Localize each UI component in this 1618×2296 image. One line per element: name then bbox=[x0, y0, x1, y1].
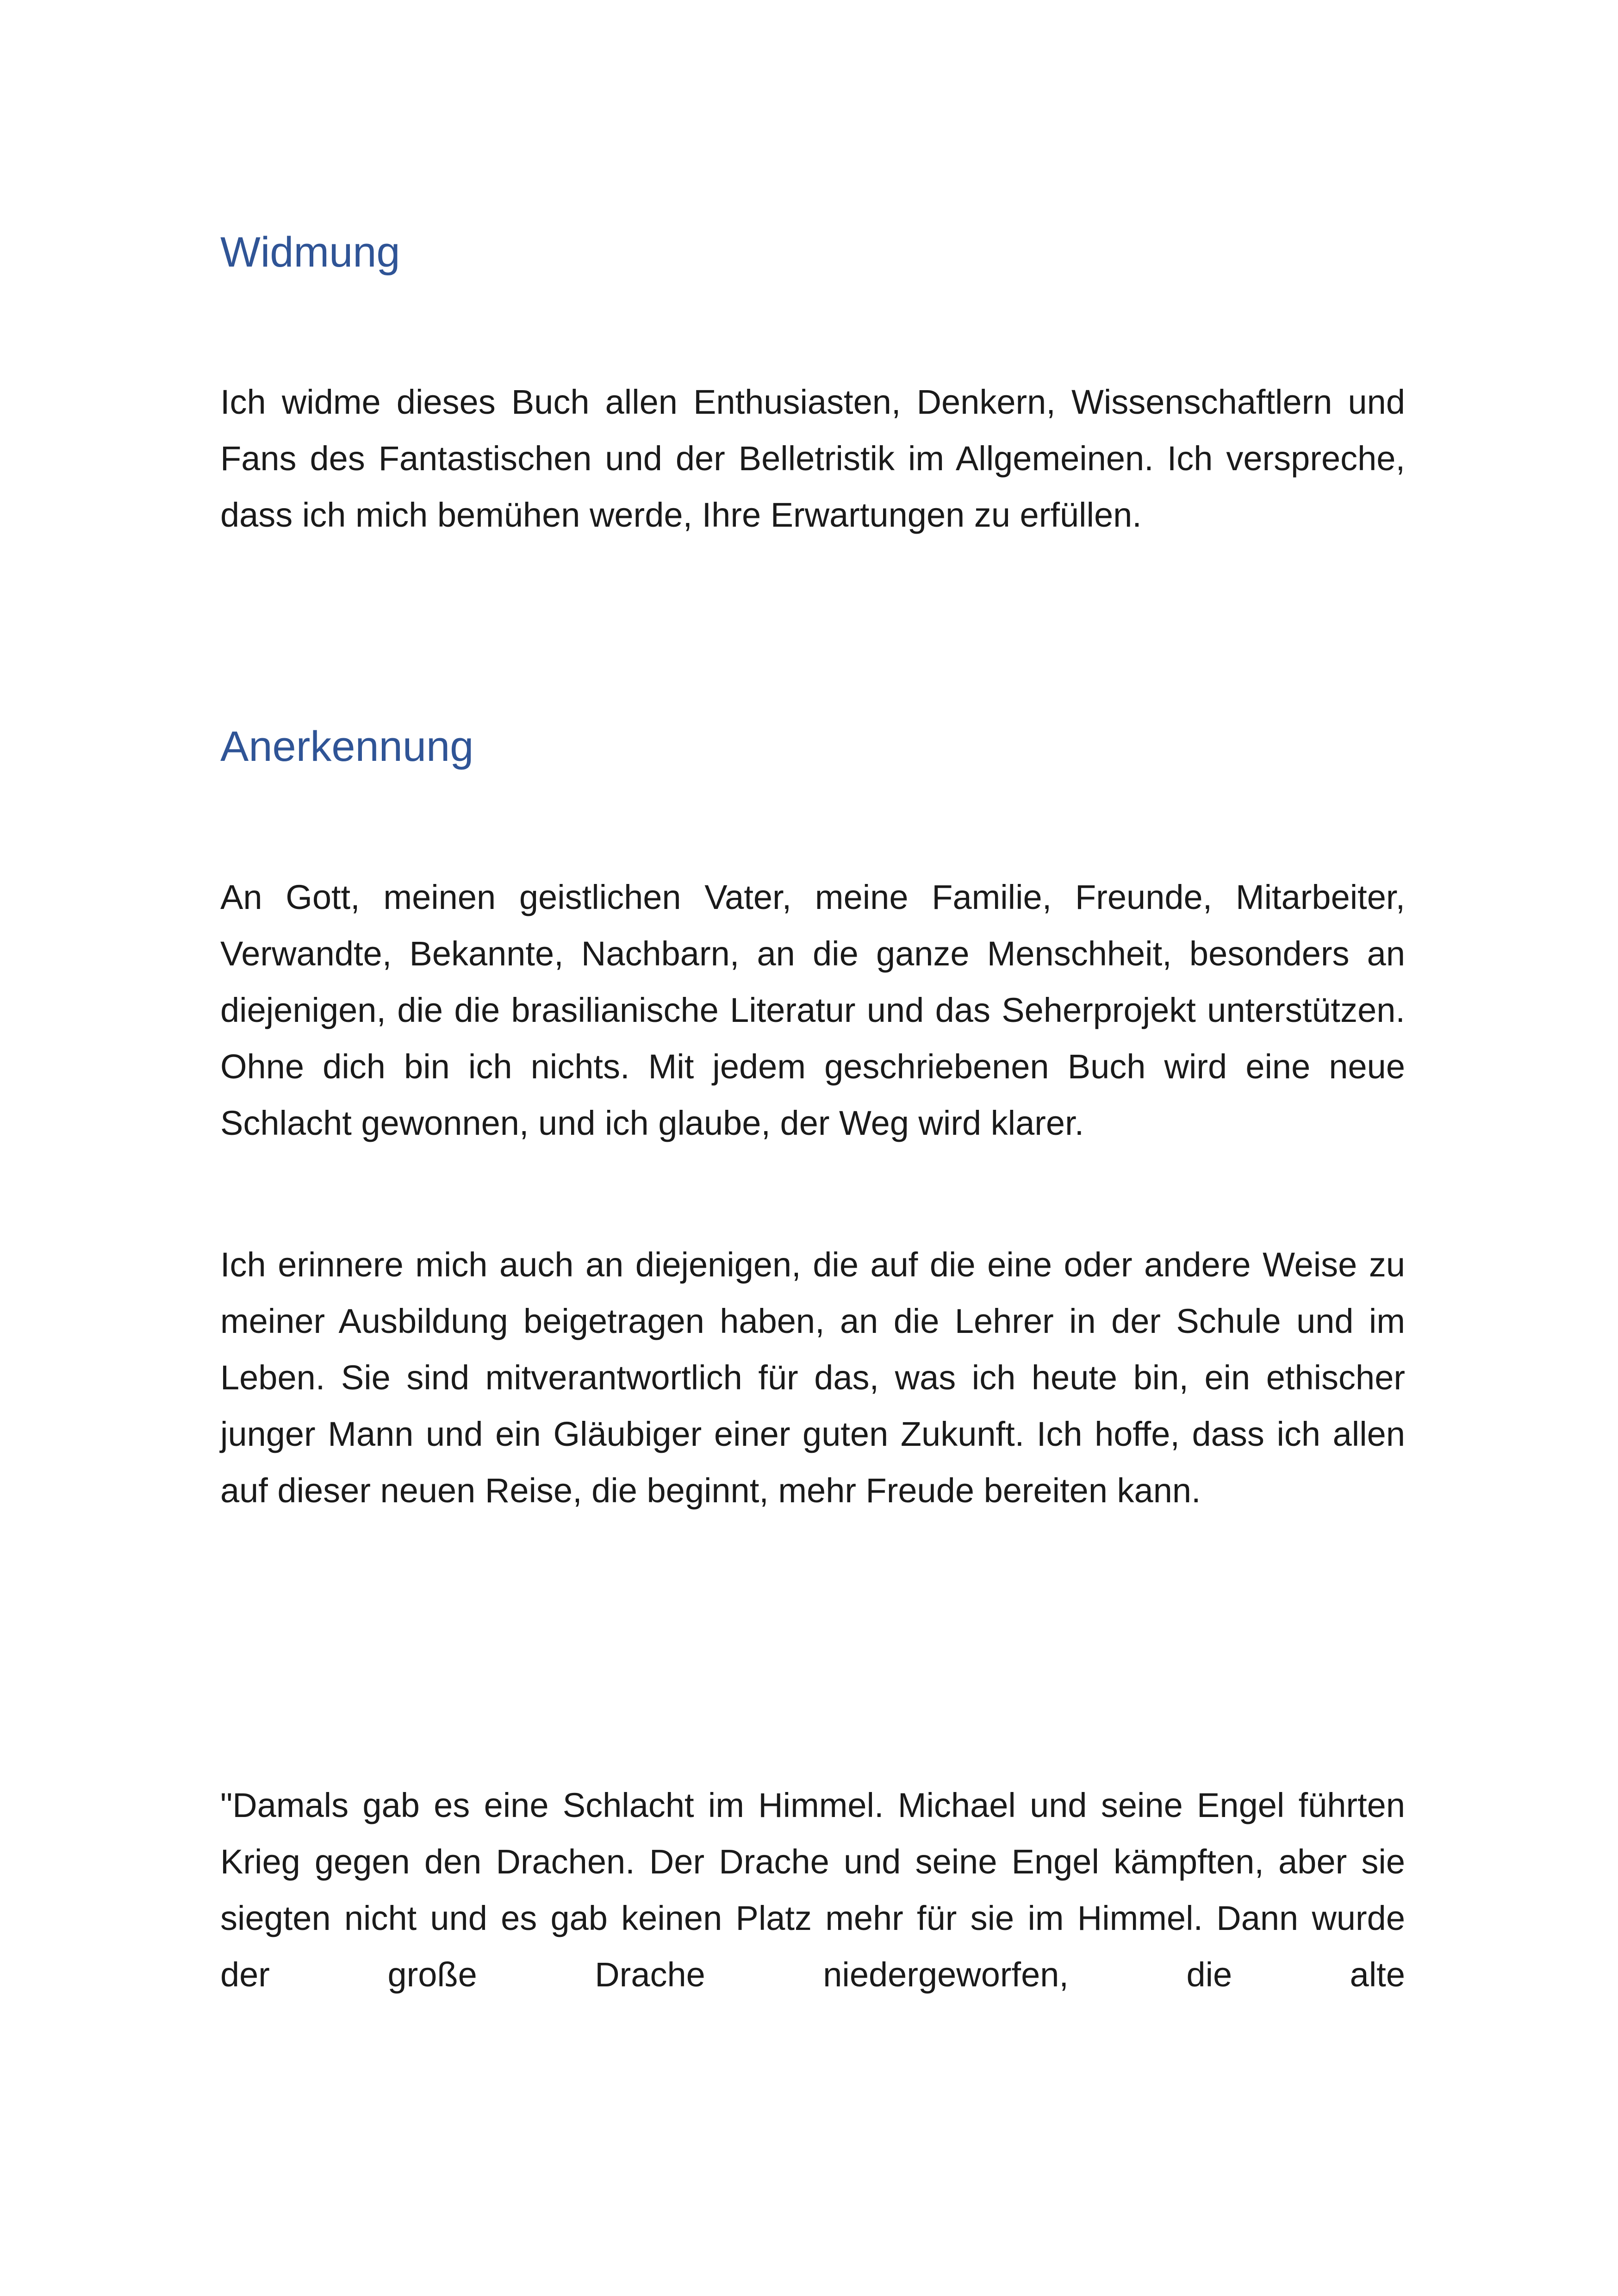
acknowledgement-paragraph-2: Ich erinnere mich auch an diejenigen, die auf die eine oder andere Weise zu meiner Ausbildung beigetragen haben, an die Lehrer in der Schule und im Leben. Sie sind mitverantwortlich für das, was ich heute bin, ein ethischer junger Mann und ein Gläubiger einer guten Zukunft. Ich hoffe, dass ich allen auf dieser neuen Reise, die beginnt, mehr Freude bereiten kann. bbox=[220, 1245, 1405, 1510]
acknowledgement-heading: Anerkennung bbox=[220, 723, 474, 770]
acknowledgement-paragraph-1: An Gott, meinen geistlichen Vater, meine Familie, Freunde, Mitarbeiter, Verwandte, Bekannte, Nachbarn, an die ganze Menschheit, besonders an diejenigen, die die brasilianische Literatur und das Seherprojekt unterstützen. Ohne dich bin ich nichts. Mit jedem geschriebenen Buch wird eine neue Schlacht gewonnen, und ich glaube, der Weg wird klarer. bbox=[220, 878, 1405, 1142]
dedication-heading: Widmung bbox=[220, 229, 400, 276]
dedication-paragraph: Ich widme dieses Buch allen Enthusiasten, Denkern, Wissenschaftlern und Fans des Fantastischen und der Belletristik im Allgemeinen. Ich verspreche, dass ich mich bemühen werde, Ihre Erwartungen zu erfüllen. bbox=[220, 383, 1405, 534]
epigraph-quote: "Damals gab es eine Schlacht im Himmel. Michael und seine Engel führten Krieg gegen den Drachen. Der Drache und seine Engel kämpften, aber sie siegten nicht und es gab keinen Platz mehr für sie im Himmel. Dann wurde der große Drache niedergeworfen, die alte bbox=[220, 1786, 1405, 1994]
